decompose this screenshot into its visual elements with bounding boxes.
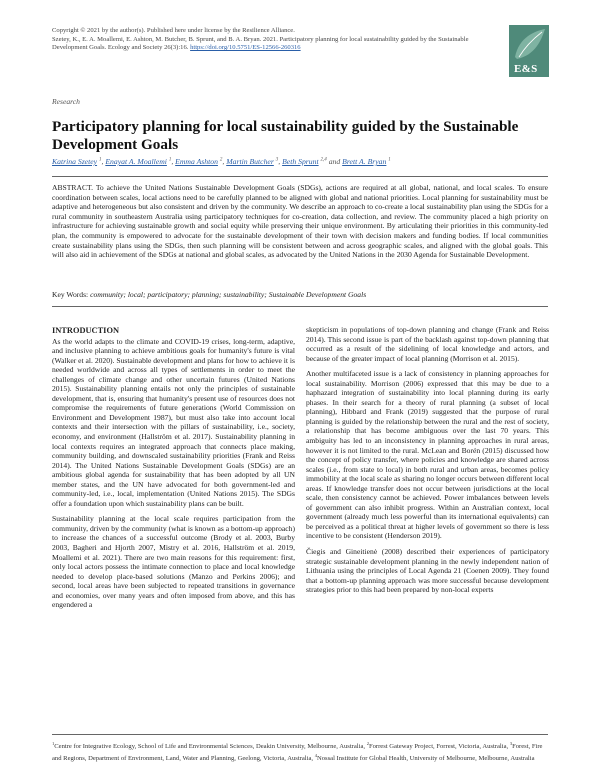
author-affiliation: 1 [168, 157, 172, 163]
citation-header [52, 27, 492, 53]
left-column [52, 320, 295, 616]
footnote-text: Forrest Gateway Project, Forrest, Victoria, Australia, [368, 743, 510, 751]
footnote-marker: 4 [314, 752, 317, 758]
article-title: Participatory planning for local sustainability guided by the Sustainable Development Goals [52, 118, 519, 153]
copyright-line: Copyright © 2021 by the author(s). Published here under license by the Resilience Alliance. [52, 27, 295, 34]
affiliations-footnote [52, 740, 548, 763]
author-link[interactable]: Brett A. Bryan [342, 157, 387, 166]
author-affiliation: 2 [219, 157, 223, 163]
footnote-text: Nossal Institute for Global Health, University of Melbourne, Melbourne, Australia [316, 754, 535, 762]
keywords [52, 290, 548, 299]
keywords-label: Key Words: [52, 290, 89, 299]
author-link[interactable]: Katrina Szetey [52, 157, 98, 166]
author-link[interactable]: Emma Ashton [175, 157, 218, 166]
author-link[interactable]: Martin Butcher [226, 157, 274, 166]
footnote-marker: 3 [509, 741, 513, 746]
footnote-marker: 1 [52, 741, 55, 746]
footnote-marker: 2 [366, 741, 369, 746]
footnote-text: Centre for Integrative Ecology, School of Life and Environmental Sciences, Deakin University, Melbourne, Australia, [54, 743, 367, 751]
paragraph: Čiegis and Gineitienė (2008) described their experiences of participatory strategic sustainable development planning in the newly independent nation of Lithuania using the principles of Local Agenda 21 (Coenen 2009). They found that a bottom-up planning approach was more successful because development strategies prior to this had been prepared by non-local experts [306, 547, 549, 595]
keywords-text: community; local; participatory; planning; sustainability; Sustainable Development Goals [88, 290, 367, 299]
divider [52, 176, 548, 177]
divider [52, 734, 548, 735]
abstract-label: ABSTRACT. [52, 183, 93, 192]
paragraph: skepticism in populations of top-down planning and change (Frank and Reiss 2014). This second issue is part of the backlash against top-down planning that occurred as a result of the sidelining of local knowledge and actors, and because of the greater impact of local planning (Morrison et al. 2015). [306, 325, 549, 363]
doi-link[interactable]: https://doi.org/10.5751/ES-12566-260316 [190, 44, 301, 52]
author-list: Katrina Szetey $^1$, Enayat A. Moallemi $^1$, Emma Ashton $^2$, Martin Butcher $^3$, Beth Sprunt $^{2,4}$ and Brett A. Bryan $^1$ [52, 157, 391, 166]
citation-line [52, 36, 492, 53]
abstract [52, 183, 548, 260]
footnote-text: Forest, Fire and Regions, Department of Environment, Land, Water and Planning, Geelong, Victoria, Australia, [52, 743, 543, 762]
logo-text: E&S [514, 63, 538, 75]
author-affiliation: 2,4 [320, 157, 327, 163]
paragraph: Sustainability planning at the local scale requires participation from the community, driven by the community (what is known as a bottom-up approach) to increase the chances of a successful outcome (Brody et al. 2003, Burby 2003, Bagheri and Hjorth 2007, Mistry et al. 2016, Hallström et al. 2019, Moallemi et al. 2021). There are two main reasons for this requirement: first, only local actors possess the intimate connection to place and local knowledge needed to develop place-based solutions (Manzo and Perkins 2006); and second, local areas have been subjected to repeated transitions in governance and economies, over many years and often imposed from above, and this has engendered a [52, 514, 295, 610]
paragraph: Another multifaceted issue is a lack of consistency in planning approaches for local sustainability. Morrison (2006) expressed that this may be due to a haphazard integration of sustainability into local planning during its early phases. In their search for a theory of rural planning (a subset of local planning), Hibbard and Frank (2019) suggested that the purpose of rural planning is guided by the relationship between the rural and the rest of society, a relationship that has become ambiguous over the last 70 years. This ambiguity has led to an inconsistency in planning approaches in rural areas, however it is not limited to the rural. McLean and Borén (2015) discussed how the concept of policy transfer, where policies and knowledge are shared across scales (i.e., from state to local) in both rural and urban areas, becomes policy immobility at the local scale as sharing no longer occurs between different local areas. If knowledge transfer does not occur between jurisdictions at the local scale, then consistency cannot be achieved. Power imbalances between levels of government can also inhibit progress. Within an Australian context, local government (already much less powerful than its international equivalents) can be perceived as a political threat at higher levels of government so there is less incentive to be consistent (Henderson 2019). [306, 369, 549, 541]
section-label: Research [52, 97, 80, 106]
author-link[interactable]: Beth Sprunt [282, 157, 319, 166]
right-column [306, 325, 549, 601]
author-link[interactable]: Enayat A. Moallemi [105, 157, 167, 166]
section-heading: INTRODUCTION [52, 326, 120, 335]
author-affiliation: 3 [275, 157, 279, 163]
paragraph: As the world adapts to the climate and COVID-19 crises, long-term, adaptive, and inclusive planning to achieve ambitious goals for humanity's future is vital (Walker et al. 2020). Sustainable development and plans for how to achieve it is needed worldwide and across all types of settlements in order to meet the challenges of climate change and other uncertain futures (United Nations 2015). Sustainability planning entails not only the principles of sustainable development, that is, ensuring that humanity's present use of resources does not compromise the requirements of future generations (World Commission on Environment and Development 1987), but must also take into account local contexts and their intersection with the pillars of sustainability, i.e., society, economy, and environment (Hallström et al. 2017). Sustainability planning in local contexts requires an integrated approach that connects place making, community building, and downscaled sustainability priorities (Frank and Reiss 2014). The United Nations Sustainable Development Goals (SDGs) are an ambitious global agenda for sustainability that has been adopted by all UN member states, and the UN have advocated for both government-led and community-led, i.e., local, implementation (United Nations 2015). The SDGs offer a foundation upon which sustainability plans can be built. [52, 336, 295, 508]
divider [52, 306, 548, 307]
author-affiliation: 1 [98, 157, 102, 163]
citation-text: Szetey, K., E. A. Moallemi, E. Ashton, M. Butcher, B. Sprunt, and B. A. Bryan. 2021. Participatory planning for local sustainability guided by the Sustainable Development Goals. Ecology and Society 26(3):16. [52, 35, 469, 52]
abstract-text: To achieve the United Nations Sustainable Development Goals (SDGs), actions are required at all global, national, and local scales. To ensure coordination between scales, local actions need to be carefully planned to be aligned with global and national priorities. Local planning for sustainability must be adaptive and heterogeneous but also consistent and driven by the community. We describe an approach to co-create a local sustainability plan using the SDGs for a rural community in southeastern Australia using participatory techniques for co-creation, data collection, and review. The community placed a high priority on infrastructure for achieving sustainable growth and social equity while preserving their unique environment. By articulating their priorities in this community-led plan, the community is empowered to advocate for the sustainable development of their town with decision makers and funding bodies. If local communities create sustainability plans using the SDGs, then such planning will be consistent between and across geographic scales, and aligned with the global goals. This will also aid in achievement of the SDGs at national and global scales, as advocated by the United Nations in the 2030 Agenda for Sustainable Development. [52, 183, 548, 260]
author-affiliation: 1 [388, 157, 391, 163]
